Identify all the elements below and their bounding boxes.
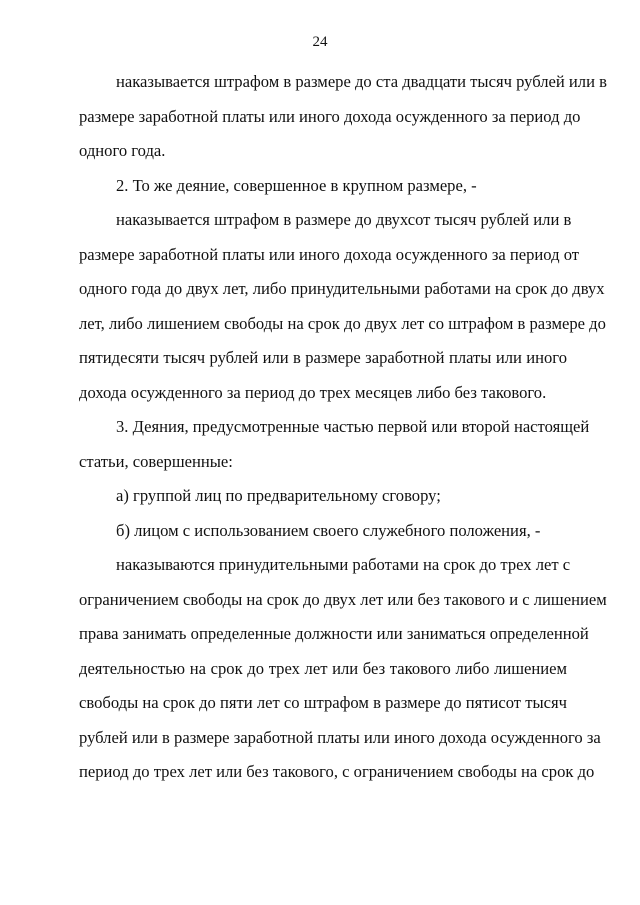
document-body — [79, 65, 607, 790]
text-line: ограничением свободы на срок до двух лет или без такового и с лишением — [79, 589, 607, 609]
text-line: пятидесяти тысяч рублей или в размере заработной платы или иного — [79, 348, 567, 367]
text-line: права занимать определенные должности или заниматься определенной — [79, 624, 589, 643]
text-line: наказываются принудительными работами на срок до трех лет с — [116, 555, 571, 574]
text-line: период до трех лет или без такового, с ограничением свободы на срок до — [79, 762, 595, 781]
text-line: одного года. — [79, 141, 166, 160]
text-line: деятельностью на срок до трех лет или без такового либо лишением — [79, 658, 567, 678]
text-line: рублей или в размере заработной платы или иного дохода осужденного за — [79, 727, 601, 747]
text-line: 2. То же деяние, совершенное в крупном размере, - — [116, 175, 477, 195]
text-line: наказывается штрафом в размере до ста двадцати тысяч рублей или в — [116, 72, 607, 91]
text-line: статьи, совершенные: — [79, 451, 233, 471]
text-line: а) группой лиц по предварительному сговору; — [116, 486, 441, 505]
text-line: одного года до двух лет, либо принудительными работами на срок до двух — [79, 279, 605, 298]
text-line: свободы на срок до пяти лет со штрафом в размере до пятисот тысяч — [79, 693, 567, 712]
text-line: дохода осужденного за период до трех месяцев либо без такового. — [79, 382, 547, 402]
text-line: б) лицом с использованием своего служебного положения, - — [116, 520, 541, 540]
text-line: 3. Деяния, предусмотренные частью первой или второй настоящей — [116, 417, 590, 436]
page-number: 24 — [312, 34, 328, 50]
text-line: наказывается штрафом в размере до двухсот тысяч рублей или в — [116, 210, 572, 229]
text-line: размере заработной платы или иного дохода осужденного за период от — [79, 244, 580, 264]
text-line: лет, либо лишением свободы на срок до двух лет со штрафом в размере до — [79, 313, 606, 333]
text-line: размере заработной платы или иного дохода осужденного за период до — [79, 106, 581, 126]
